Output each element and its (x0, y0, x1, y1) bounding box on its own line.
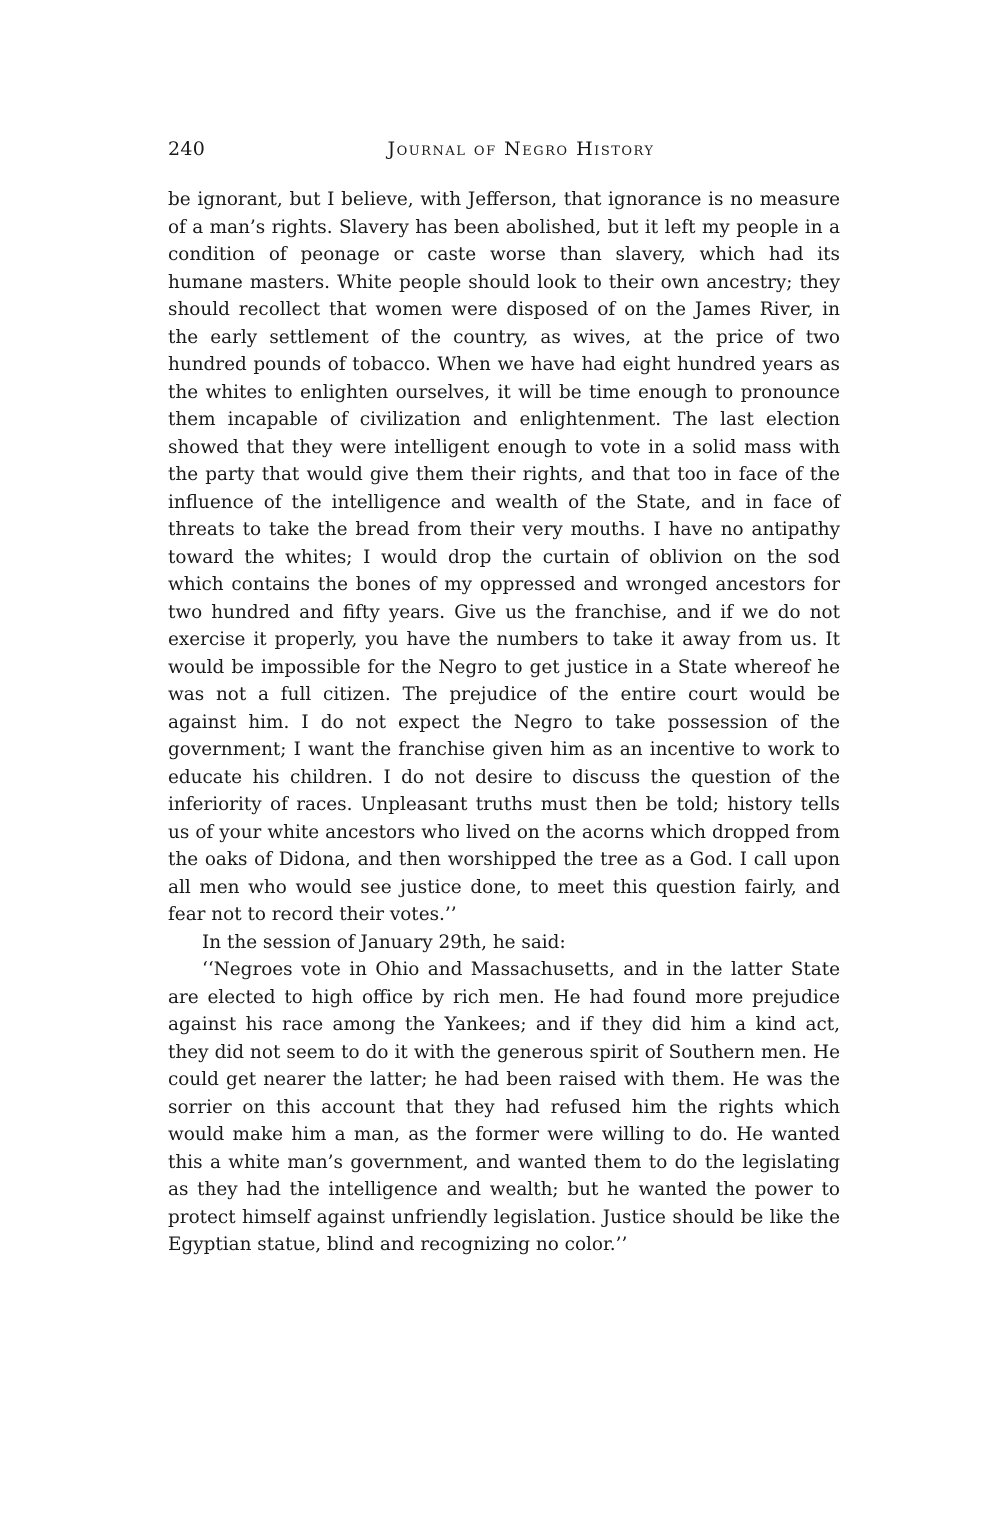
document-page (168, 138, 840, 1259)
paragraph-continuation: be ignorant, but I believe, with Jefferson, that ignorance is no measure of a man’s rights. Slavery has been abolished, but it left my people in a condition of peonage or caste worse than slavery, which had its humane masters. White people should look to their own ancestry; they should recollect that women were disposed of on the James River, in the early settlement of the country, as wives, at the price of two hundred pounds of tobacco. When we have had eight hundred years as the whites to enlighten ourselves, it will be time enough to pronounce them incapable of civilization and enlightenment. The last election showed that they were intelligent enough to vote in a solid mass with the party that would give them their rights, and that too in face of the influence of the intelligence and wealth of the State, and in face of threats to take the bread from their very mouths. I have no antipathy toward the whites; I would drop the curtain of oblivion on the sod which contains the bones of my oppressed and wronged ancestors for two hundred and fifty years. Give us the franchise, and if we do not exercise it properly, you have the numbers to take it away from us. It would be impossible for the Negro to get justice in a State whereof he was not a full citizen. The prejudice of the entire court would be against him. I do not expect the Negro to take possession of the government; I want the franchise given him as an incentive to work to educate his children. I do not desire to discuss the question of the inferiority of races. Unpleasant truths must then be told; history tells us of your white ancestors who lived on the acorns which dropped from the oaks of Didona, and then worshipped the tree as a God. I call upon all men who would see justice done, to meet this question fairly, and fear not to record their votes.’’ (168, 189, 840, 925)
body-text (168, 186, 840, 1259)
running-head: Journal of Negro History (387, 138, 655, 160)
paragraph-quotation: ‘‘Negroes vote in Ohio and Massachusetts, and in the latter State are elected to high office by rich men. He had found more prejudice against his race among the Yankees; and if they did him a kind act, they did not seem to do it with the generous spirit of Southern men. He could get nearer the latter; he had been raised with them. He was the sorrier on this account that they had refused him the rights which would make him a man, as the former were willing to do. He wanted this a white man’s government, and wanted them to do the legislating as they had the intelligence and wealth; but he wanted the power to protect himself against unfriendly legislation. Justice should be like the Egyptian statue, blind and recognizing no color.’’ (168, 959, 840, 1255)
paragraph-session-intro: In the session of January 29th, he said: (202, 931, 566, 953)
page-header (168, 138, 840, 168)
page-number: 240 (168, 138, 206, 160)
